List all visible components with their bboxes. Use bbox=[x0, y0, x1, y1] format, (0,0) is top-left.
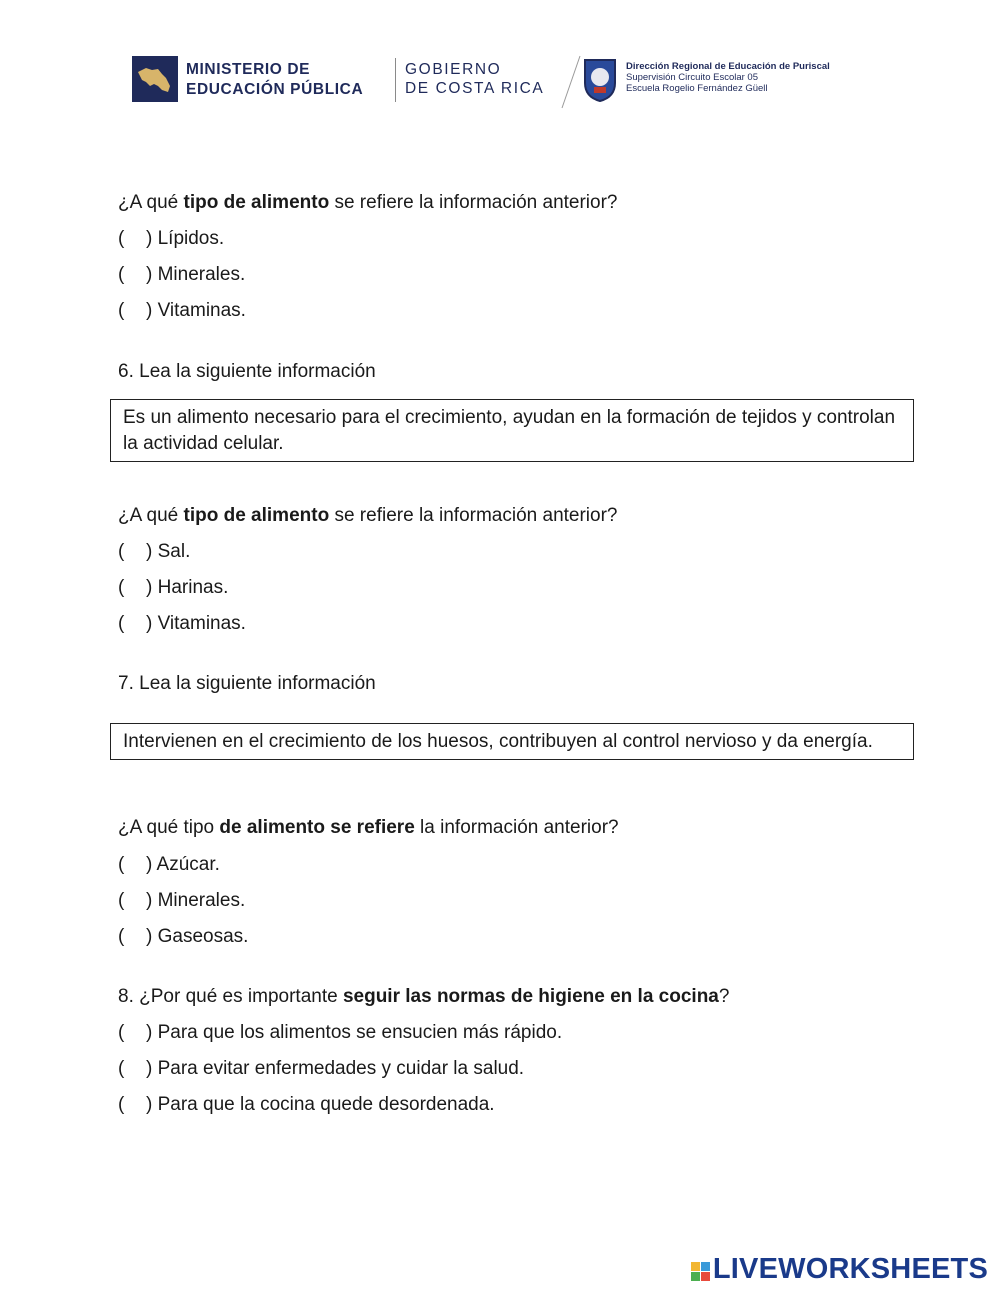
gobierno-name bbox=[405, 60, 544, 98]
q5-prompt: ¿A qué tipo de alimento se refiere la información anterior? bbox=[118, 192, 618, 213]
q7-prompt: ¿A qué tipo de alimento se refiere la información anterior? bbox=[118, 817, 619, 838]
school-shield-icon bbox=[582, 57, 618, 103]
q6-option-2[interactable]: ( ) Harinas. bbox=[118, 577, 229, 598]
q6-info-box: Es un alimento necesario para el crecimiento, ayudan en la formación de tejidos y controlan la actividad celular. bbox=[110, 399, 914, 462]
answer-blank[interactable]: ( bbox=[118, 854, 125, 875]
answer-blank[interactable]: ( bbox=[118, 1094, 125, 1115]
header-divider bbox=[395, 58, 396, 102]
answer-blank[interactable]: ( bbox=[118, 926, 125, 947]
q5-option-3[interactable]: ( ) Vitaminas. bbox=[118, 300, 246, 321]
answer-blank[interactable]: ( bbox=[118, 300, 125, 321]
q6-title: 6. Lea la siguiente información bbox=[118, 361, 376, 382]
dre-line-3: Escuela Rogelio Fernández Güell bbox=[626, 83, 768, 94]
answer-blank[interactable]: ( bbox=[118, 541, 125, 562]
liveworksheets-brand: LIVEWORKSHEETS bbox=[712, 1252, 988, 1285]
answer-blank[interactable]: ( bbox=[118, 890, 125, 911]
gob-line-1: GOBIERNO bbox=[405, 61, 502, 78]
liveworksheets-logo[interactable] bbox=[691, 1252, 988, 1286]
q7-info-box: Intervienen en el crecimiento de los huesos, contribuyen al control nervioso y da energía. bbox=[110, 723, 914, 760]
answer-blank[interactable]: ( bbox=[118, 228, 125, 249]
q6-option-1[interactable]: ( ) Sal. bbox=[118, 541, 191, 562]
header-slash bbox=[560, 54, 582, 110]
mep-line-1: MINISTERIO DE bbox=[186, 61, 311, 78]
q8-option-3[interactable]: ( ) Para que la cocina quede desordenada. bbox=[118, 1094, 495, 1115]
q7-option-1[interactable]: ( ) Azúcar. bbox=[118, 854, 220, 875]
answer-blank[interactable]: ( bbox=[118, 613, 125, 634]
answer-blank[interactable]: ( bbox=[118, 577, 125, 598]
page-header bbox=[132, 50, 872, 112]
q5-option-2[interactable]: ( ) Minerales. bbox=[118, 264, 246, 285]
answer-blank[interactable]: ( bbox=[118, 1058, 125, 1079]
mep-line-2: EDUCACIÓN PÚBLICA bbox=[186, 81, 364, 98]
q5-option-1[interactable]: ( ) Lípidos. bbox=[118, 228, 225, 249]
q6-option-3[interactable]: ( ) Vitaminas. bbox=[118, 613, 246, 634]
direccion-regional-info bbox=[626, 61, 830, 94]
liveworksheets-grid-icon bbox=[691, 1262, 710, 1281]
q7-title: 7. Lea la siguiente información bbox=[118, 673, 376, 694]
q8-prompt: 8. ¿Por qué es importante seguir las normas de higiene en la cocina? bbox=[118, 986, 730, 1007]
q8-option-1[interactable]: ( ) Para que los alimentos se ensucien más rápido. bbox=[118, 1022, 563, 1043]
q7-option-2[interactable]: ( ) Minerales. bbox=[118, 890, 246, 911]
ministerio-name bbox=[186, 60, 363, 100]
q7-option-3[interactable]: ( ) Gaseosas. bbox=[118, 926, 249, 947]
dre-line-1: Dirección Regional de Educación de Puriscal bbox=[626, 61, 830, 72]
q6-prompt: ¿A qué tipo de alimento se refiere la información anterior? bbox=[118, 505, 618, 526]
dre-line-2: Supervisión Circuito Escolar 05 bbox=[626, 72, 759, 83]
answer-blank[interactable]: ( bbox=[118, 264, 125, 285]
gob-line-2: DE COSTA RICA bbox=[405, 80, 545, 97]
q8-option-2[interactable]: ( ) Para evitar enfermedades y cuidar la salud. bbox=[118, 1058, 525, 1079]
costa-rica-map-logo-icon bbox=[132, 56, 178, 102]
answer-blank[interactable]: ( bbox=[118, 1022, 125, 1043]
